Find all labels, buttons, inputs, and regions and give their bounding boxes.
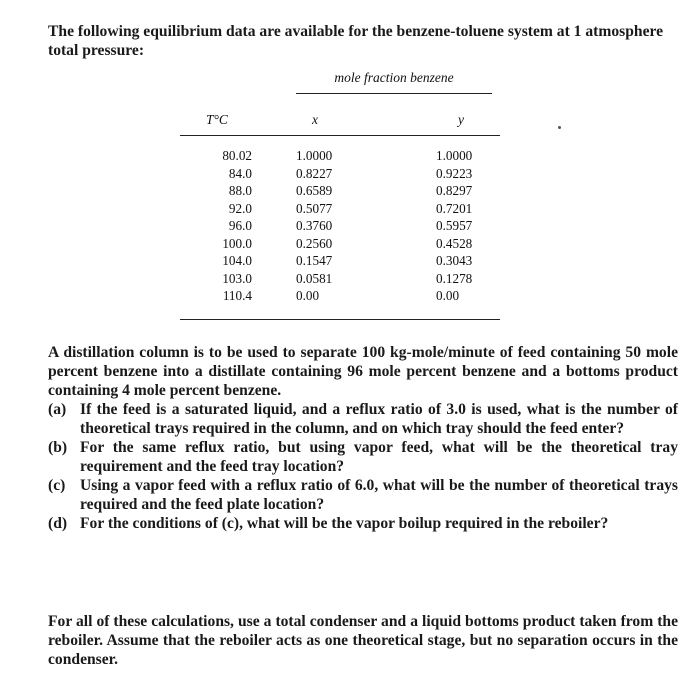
question-part-b bbox=[48, 438, 678, 476]
header-rule bbox=[180, 135, 500, 136]
part-label: (a) bbox=[48, 401, 67, 418]
table-cell-t: 84.0 bbox=[228, 165, 252, 181]
table-cell-x: 0.6589 bbox=[296, 183, 333, 198]
table-cell-y: 1.0000 bbox=[436, 148, 473, 163]
question-parts bbox=[48, 400, 678, 533]
table-cell-x: 0.5077 bbox=[296, 200, 333, 216]
table-cell-y: 0.7201 bbox=[436, 200, 473, 216]
table-cell-x: 0.2560 bbox=[296, 235, 333, 251]
part-text: Using a vapor feed with a reflux ratio of 6.0, what will be the number of theoretical trays required and the feed plate location? bbox=[80, 477, 678, 513]
table-cell-x: 0.3760 bbox=[296, 218, 333, 233]
table-cell-x: 0.00 bbox=[296, 288, 320, 303]
table-cell-x: 0.1547 bbox=[296, 253, 333, 268]
problem-section bbox=[48, 343, 678, 533]
header-x: x bbox=[312, 112, 318, 127]
table-cell-y: 0.4528 bbox=[436, 235, 473, 251]
stray-dot bbox=[558, 126, 561, 129]
question-part-d bbox=[48, 514, 678, 533]
part-label: (d) bbox=[48, 515, 68, 532]
table-cell-y: 0.9223 bbox=[436, 165, 473, 181]
table-cell-t: 104.0 bbox=[222, 253, 252, 268]
header-y: y bbox=[458, 112, 464, 127]
table-cell-t: 92.0 bbox=[228, 200, 252, 216]
table-cell-y: 0.5957 bbox=[436, 218, 473, 233]
table-cell-t: 100.0 bbox=[222, 235, 252, 251]
part-text: If the feed is a saturated liquid, and a reflux ratio of 3.0 is used, what is the number of theoretical trays required in the column, and on which tray should the feed enter? bbox=[80, 401, 678, 437]
y-column bbox=[436, 147, 472, 305]
x-column bbox=[296, 147, 332, 305]
table-cell-y: 0.00 bbox=[436, 288, 460, 303]
intro-paragraph bbox=[48, 22, 678, 60]
table-cell-x: 0.8227 bbox=[296, 165, 333, 181]
part-text: For the conditions of (c), what will be the vapor boilup required in the reboiler? bbox=[80, 515, 609, 532]
table-cell-y: 0.3043 bbox=[436, 253, 473, 268]
column-spanner-heading: mole fraction benzene bbox=[334, 70, 454, 85]
spanner-rule bbox=[296, 93, 492, 94]
table-cell-t: 96.0 bbox=[228, 218, 252, 233]
part-text: For the same reflux ratio, but using vapor feed, what will be the theoretical tray requirement and the feed tray location? bbox=[80, 439, 678, 475]
part-label: (c) bbox=[48, 477, 66, 494]
table-cell-x: 1.0000 bbox=[296, 148, 333, 163]
table-cell-x: 0.0581 bbox=[296, 270, 333, 286]
closing-paragraph: For all of these calculations, use a total condenser and a liquid bottoms product taken from the reboiler. Assume that the reboiler acts as one theoretical stage, but no separation occurs in the condenser. bbox=[48, 613, 678, 668]
intro-text: The following equilibrium data are available for the benzene-toluene system at 1 atmosphere total pressure: bbox=[48, 23, 664, 59]
closing-section bbox=[48, 612, 678, 669]
question-part-c bbox=[48, 476, 678, 514]
header-temperature: T°C bbox=[206, 112, 228, 127]
question-part-a bbox=[48, 400, 678, 438]
bottom-rule bbox=[180, 319, 500, 320]
table-cell-t: 88.0 bbox=[228, 183, 252, 198]
table-cell-y: 0.1278 bbox=[436, 270, 473, 286]
temperature-column bbox=[200, 147, 252, 305]
table-cell-t: 110.4 bbox=[222, 288, 252, 303]
part-label: (b) bbox=[48, 439, 68, 456]
table-cell-y: 0.8297 bbox=[436, 183, 473, 198]
table-cell-t: 80.02 bbox=[222, 148, 252, 163]
table-cell-t: 103.0 bbox=[222, 270, 252, 286]
problem-statement: A distillation column is to be used to separate 100 kg-mole/minute of feed containing 50 mole percent benzene into a distillate containing 96 mole percent benzene and a bottoms product containing 4 mole percent benzene. bbox=[48, 344, 678, 399]
